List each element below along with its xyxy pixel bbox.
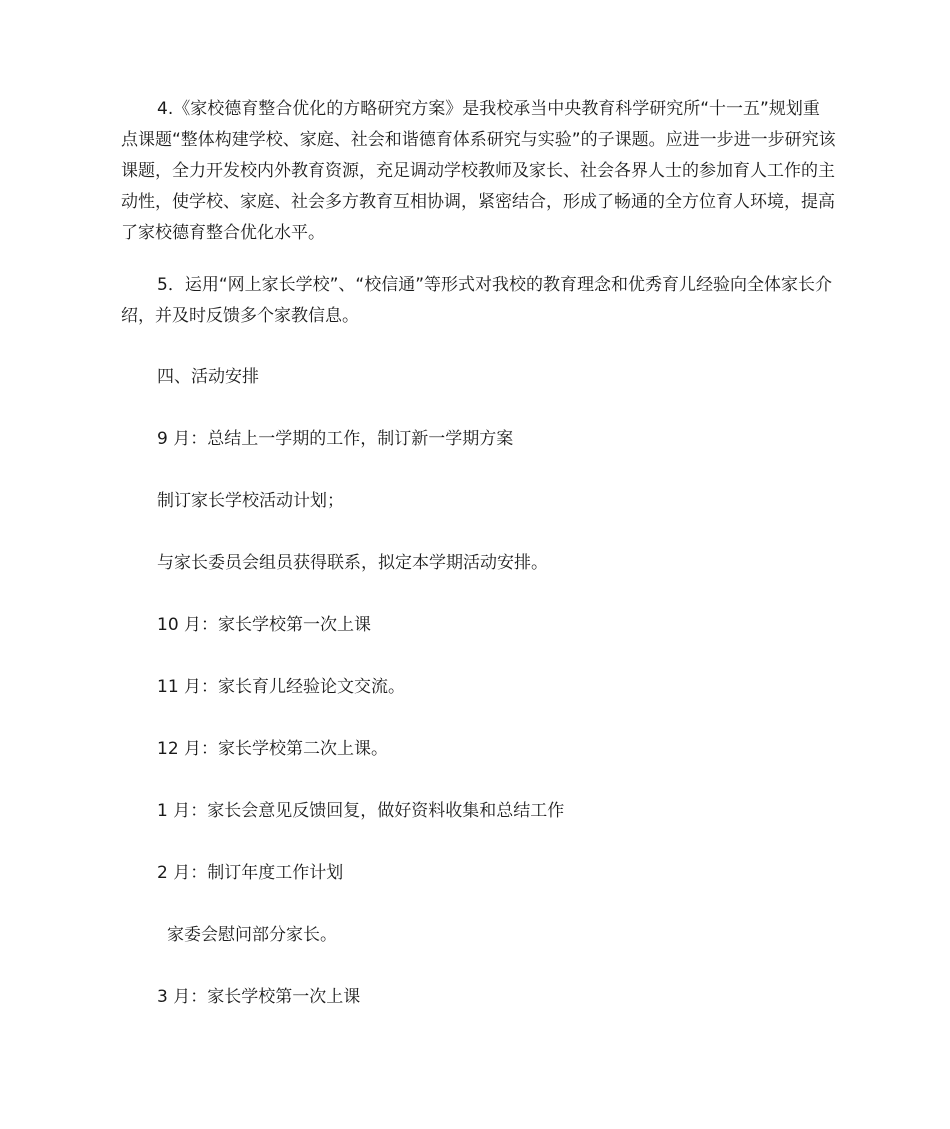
schedule-line-plan: 制订家长学校活动计划； bbox=[157, 491, 344, 511]
schedule-line-march: 3 月：家长学校第一次上课 bbox=[157, 987, 361, 1007]
paragraph-item-4: 4.《家校德育整合优化的方略研究方案》是我校承当中央教育科学研究所“十一五”规划重点课题“整体构建学校、家庭、社会和谐德育体系研究与实验”的子课题。应进一步进一步研究该课题，全力开发校内外教育资源，充足调动学校教师及家长、社会各界人士的参加育人工作的主动性，使学校、家庭、社会多方教育互相协调，紧密结合，形成了畅通的全方位育人环境，提高了家校德育整合优化水平。 bbox=[121, 99, 836, 243]
section-heading: 四、活动安排 bbox=[157, 367, 259, 387]
schedule-line-committee: 与家长委员会组员获得联系，拟定本学期活动安排。 bbox=[157, 553, 548, 573]
schedule-line-february: 2 月：制订年度工作计划 bbox=[157, 863, 344, 883]
schedule-line-january: 1 月：家长会意见反馈回复，做好资料收集和总结工作 bbox=[157, 801, 565, 821]
schedule-line-december: 12 月：家长学校第二次上课。 bbox=[157, 739, 389, 759]
schedule-line-november: 11 月：家长育儿经验论文交流。 bbox=[157, 677, 406, 697]
schedule-line-october: 10 月：家长学校第一次上课 bbox=[157, 615, 372, 635]
paragraph-item-5: 5．运用“网上家长学校”、“校信通”等形式对我校的教育理念和优秀育儿经验向全体家长介绍，并及时反馈多个家教信息。 bbox=[121, 275, 833, 326]
schedule-line-visit: 家委会慰问部分家长。 bbox=[167, 925, 337, 945]
schedule-line-september: 9 月：总结上一学期的工作，制订新一学期方案 bbox=[157, 429, 514, 449]
